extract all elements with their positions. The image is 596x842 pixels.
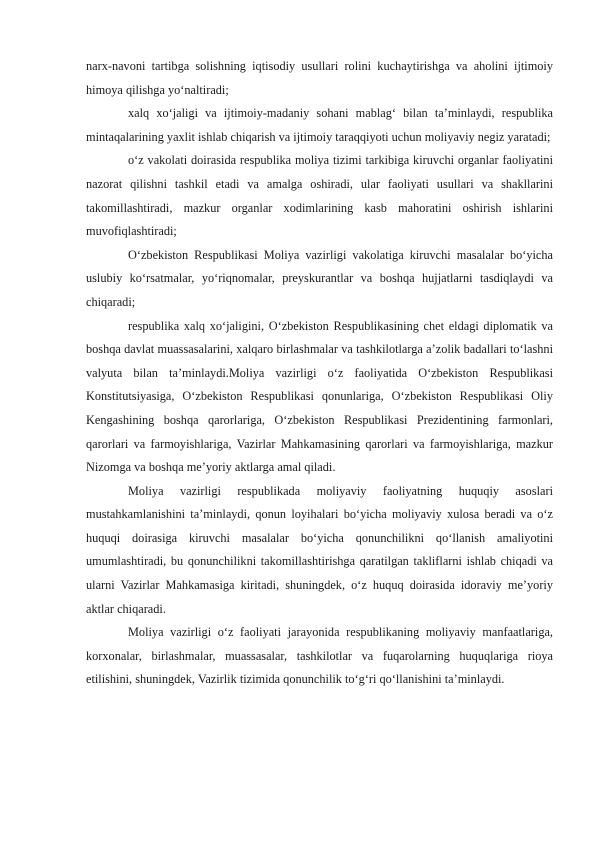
paragraph: narx-navoni tartibga solishning iqtisodiy usullari rolini kuchaytirishga va aholini ijtimoiy himoya qilishga yo‘naltiradi; xyxy=(86,59,553,97)
paragraph: xalq xo‘jaligi va ijtimoiy-madaniy sohani mablag‘ bilan ta’minlaydi, respublika mintaqalarining yaxlit ishlab chiqarish va ijtimoiy taraqqiyoti uchun moliyaviy negiz yaratadi; xyxy=(86,106,553,144)
document-body xyxy=(86,55,553,692)
paragraph: o‘z vakolati doirasida respublika moliya tizimi tarkibiga kiruvchi organlar faoliyatini nazorat qilishni tashkil etadi va amalga oshiradi, ular faoliyati usullari va shakllarini takomillashtiradi, mazkur organlar xodimlarining kasb mahoratini oshirish ishlarini muvofiqlashtiradi; xyxy=(86,153,553,239)
paragraph: O‘zbekiston Respublikasi Moliya vazirligi vakolatiga kiruvchi masalalar bo‘yicha uslubiy ko‘rsatmalar, yo‘riqnomalar, preyskurantlar va boshqa hujjatlarni tasdiqlaydi va chiqaradi; xyxy=(86,247,553,309)
paragraph: respublika xalq xo‘jaligini, O‘zbekiston Respublikasining chet eldagi diplomatik va boshqa davlat muassasalarini, xalqaro birlashmalar va tashkilotlarga a’zolik badallari to‘lashni valyuta bilan ta’minlaydi.Moliya vazirligi o‘z faoliyatida O‘zbekiston Respublikasi Konstitutsiyasiga, O‘zbekiston Respublikasi qonunlariga, O‘zbekiston Respublikasi Oliy Kengashining boshqa qarorlariga, O‘zbekiston Respublikasi Prezidentining farmonlari, qarorlari va farmoyishlariga, Vazirlar Mahkamasining qarorlari va farmoyishlariga, mazkur Nizomga va boshqa me’yoriy aktlarga amal qiladi. xyxy=(86,318,553,475)
paragraph: Moliya vazirligi o‘z faoliyati jarayonida respublikaning moliyaviy manfaatlariga, korxonalar, birlashmalar, muassasalar, tashkilotlar va fuqarolarning huquqlariga rioya etilishini, shuningdek, Vazirlik tizimida qonunchilik to‘g‘ri qo‘llanishini ta’minlaydi. xyxy=(86,625,553,687)
paragraph: Moliya vazirligi respublikada moliyaviy faoliyatning huquqiy asoslari mustahkamlanishini ta’minlaydi, qonun loyihalari bo‘yicha moliyaviy xulosa beradi va o‘z huquqi doirasiga kiruvchi masalalar bo‘yicha qonunchilikni qo‘llanish amaliyotini umumlashtiradi, bu qonunchilikni takomillashtirishga qaratilgan takliflarni ishlab chiqadi va ularni Vazirlar Mahkamasiga kiritadi, shuningdek, o‘z huquq doirasida idoraviy me’yoriy aktlar chiqaradi. xyxy=(86,483,553,616)
